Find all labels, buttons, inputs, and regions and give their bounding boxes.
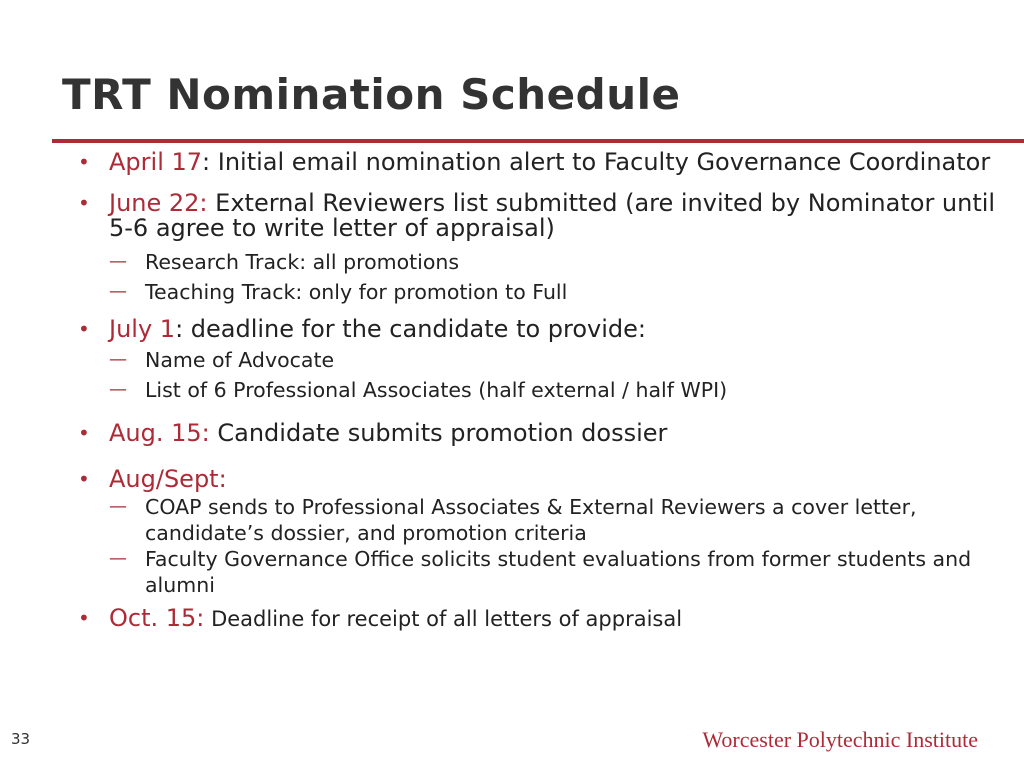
sub-item: — Teaching Track: only for promotion to Full (109, 279, 1008, 305)
item-text: Candidate submits promotion dossier (209, 419, 668, 447)
item-text: External Reviewers list submitted (are invited by Nominator until 5-6 agree to write letter of appraisal) (109, 189, 996, 242)
institution-name: Worcester Polytechnic Institute (702, 727, 978, 752)
list-item-aug-15 (78, 421, 1008, 446)
sub-item: — List of 6 Professional Associates (half external / half WPI) (109, 377, 1008, 403)
slide-title: TRT Nomination Schedule (62, 70, 681, 119)
sub-item: — COAP sends to Professional Associates & External Reviewers a cover letter, candidate’s dossier, and promotion criteria (109, 494, 1008, 546)
page-number: 33 (11, 730, 31, 748)
sub-item: — Faculty Governance Office solicits student evaluations from former students and alumni (109, 546, 1008, 598)
list-item-april-17 (78, 150, 1008, 175)
item-date: Aug/Sept: (109, 465, 227, 493)
item-date: June 22: (109, 189, 208, 217)
item-text: : Initial email nomination alert to Faculty Governance Coordinator (202, 148, 991, 176)
item-date: Aug. 15: (109, 419, 210, 447)
sub-item: — Research Track: all promotions (109, 249, 1008, 275)
list-item-aug-sept (78, 467, 1008, 492)
item-text: : deadline for the candidate to provide: (175, 315, 647, 343)
list-item-oct-15 (78, 606, 1008, 632)
list-item-july-1 (78, 317, 1008, 342)
sub-item: — Name of Advocate (109, 347, 1008, 373)
title-divider (52, 139, 1024, 143)
schedule-list (78, 146, 1008, 632)
item-text: Deadline for receipt of all letters of appraisal (204, 607, 683, 631)
list-item-june-22 (78, 191, 1008, 241)
item-date: July 1 (109, 315, 176, 343)
item-date: April 17 (109, 148, 203, 176)
item-date: Oct. 15: (109, 604, 205, 632)
